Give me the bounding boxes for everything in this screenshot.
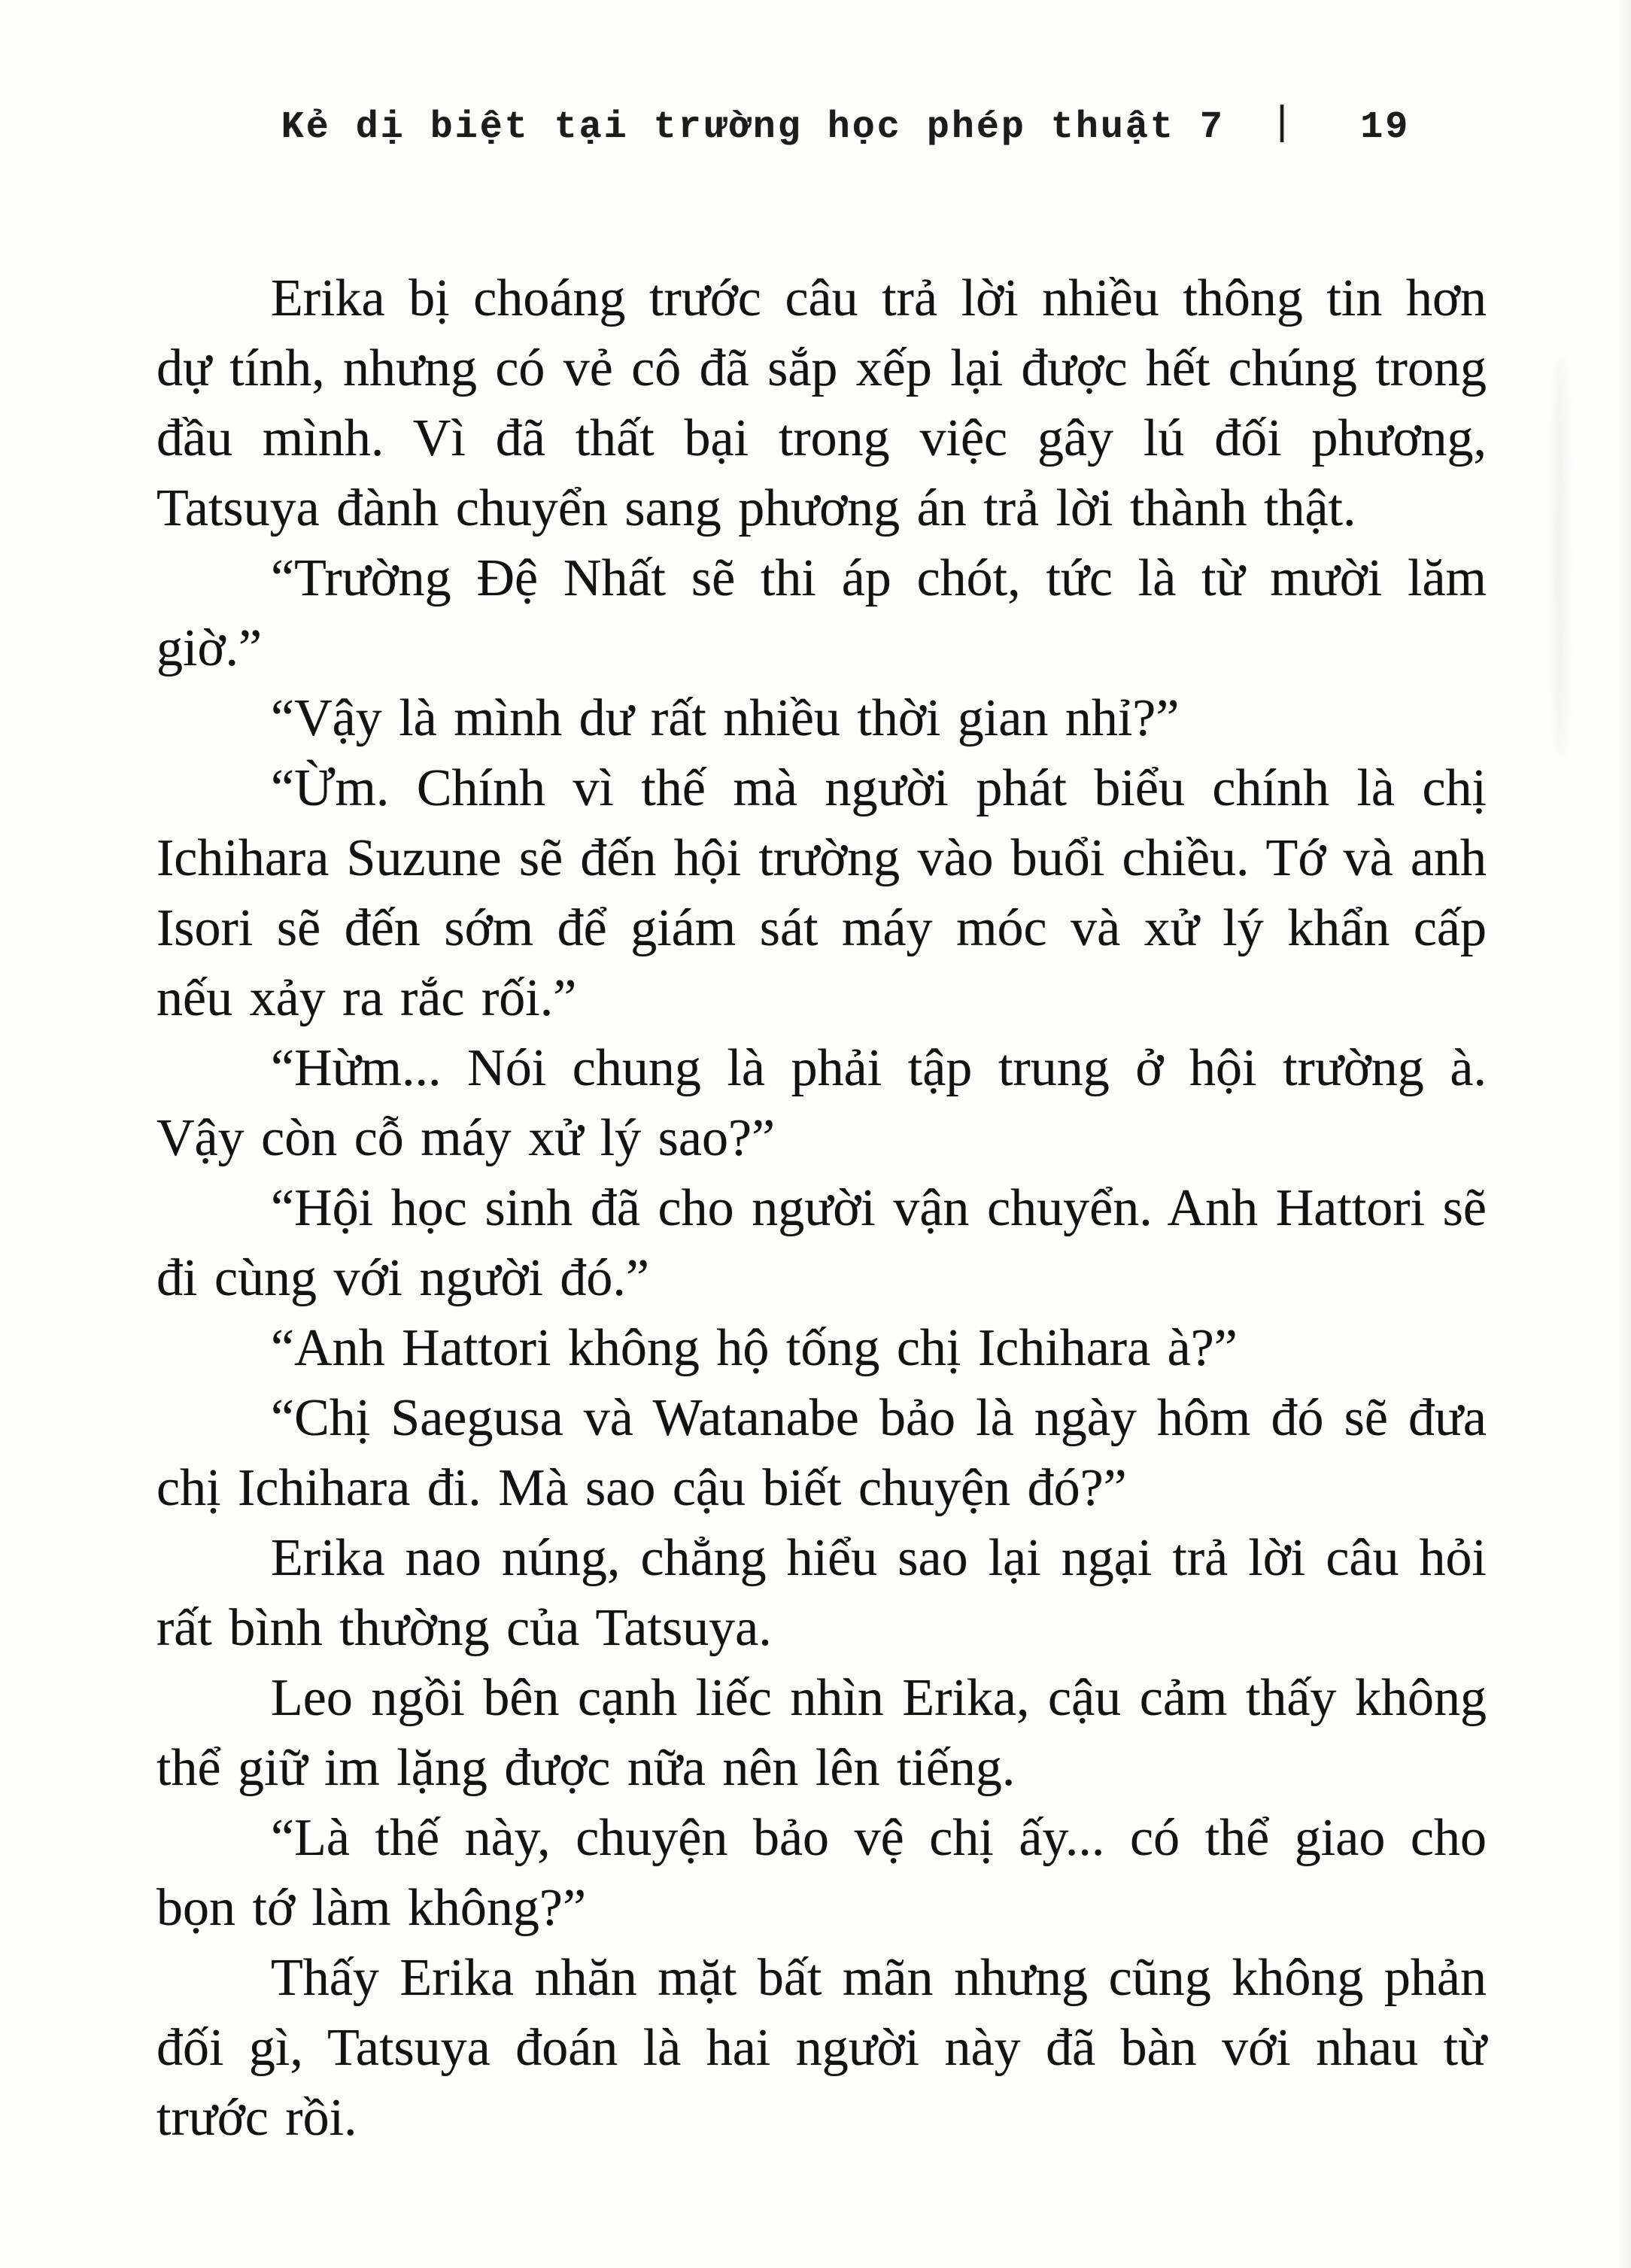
paragraph: Erika nao núng, chẳng hiểu sao lại ngại trả lời câu hỏi rất bình thường của Tatsuya. (156, 1529, 1487, 1657)
paragraph: Leo ngồi bên cạnh liếc nhìn Erika, cậu cảm thấy không thể giữ im lặng được nữa nên lên tiếng. (156, 1669, 1487, 1797)
page-number: 19 (1360, 106, 1411, 149)
paragraph: “Ừm. Chính vì thế mà người phát biểu chính là chị Ichihara Suzune sẽ đến hội trường vào buổi chiều. Tớ và anh Isori sẽ đến sớm để giám sát máy móc và xử lý khẩn cấp nếu xảy ra rắc rối.” (156, 759, 1487, 1027)
scan-edge-shadow (1617, 0, 1631, 2268)
paragraph: Erika bị choáng trước câu trả lời nhiều thông tin hơn dự tính, nhưng có vẻ cô đã sắp xếp lại được hết chúng trong đầu mình. Vì đã thất bại trong việc gây lú đối phương, Tatsuya đành chuyển sang phương án trả lời thành thật. (156, 269, 1487, 537)
running-header (30, 101, 1631, 150)
paragraph: “Trường Đệ Nhất sẽ thi áp chót, tức là từ mười lăm giờ.” (156, 549, 1487, 677)
paragraph: “Hội học sinh đã cho người vận chuyển. Anh Hattori sẽ đi cùng với người đó.” (156, 1179, 1487, 1307)
paragraph: “Anh Hattori không hộ tống chị Ichihara à?” (271, 1319, 1238, 1377)
scan-streak-artifact (1554, 354, 1566, 760)
paragraph: “Vậy là mình dư rất nhiều thời gian nhỉ?” (271, 689, 1180, 747)
paragraph: “Chị Saegusa và Watanabe bảo là ngày hôm đó sẽ đưa chị Ichihara đi. Mà sao cậu biết chuyện đó?” (156, 1389, 1487, 1517)
paragraph: “Hừm... Nói chung là phải tập trung ở hội trường à. Vậy còn cỗ máy xử lý sao?” (156, 1039, 1487, 1167)
paragraph: Thấy Erika nhăn mặt bất mãn nhưng cũng không phản đối gì, Tatsuya đoán là hai người này đã bàn với nhau từ trước rồi. (156, 1949, 1487, 2147)
text-block (156, 263, 1487, 2153)
header-divider: | (1269, 101, 1297, 147)
book-title: Kẻ dị biệt tại trường học phép thuật 7 (281, 106, 1225, 149)
paragraph: “Là thế này, chuyện bảo vệ chị ấy... có thể giao cho bọn tớ làm không?” (156, 1809, 1487, 1937)
